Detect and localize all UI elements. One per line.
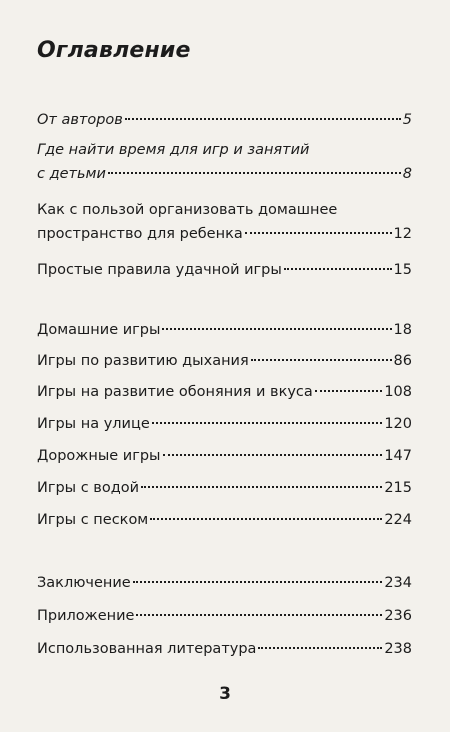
toc-entry-title: Игры с водой (37, 480, 140, 496)
toc-page-number: 238 (384, 641, 412, 657)
toc-entry-title: Дорожные игры (37, 448, 161, 464)
toc-page-number: 236 (384, 608, 412, 624)
toc-entry (37, 318, 412, 342)
dot-leader (163, 454, 383, 456)
toc-entry (37, 138, 412, 186)
toc-page-number: 147 (384, 448, 412, 464)
dot-leader (258, 647, 382, 649)
contents-heading: Оглавление (37, 38, 191, 63)
toc-entry (37, 380, 412, 404)
toc-page-number: 15 (393, 262, 412, 278)
toc-entry-title: Игры по развитию дыхания (37, 353, 249, 369)
toc-entry-title: с детьми (37, 166, 106, 182)
dot-leader (136, 614, 382, 616)
toc-entry-title: Использованная литература (37, 641, 257, 657)
toc-page-number: 5 (402, 112, 412, 128)
dot-leader (125, 118, 401, 120)
dot-leader (150, 518, 382, 520)
toc-entry-title: Заключение (37, 575, 131, 591)
toc-page-number: 120 (384, 416, 412, 432)
dot-leader (162, 328, 391, 330)
toc-page-number: 8 (402, 166, 412, 182)
toc-entry (37, 637, 412, 661)
toc-entry (37, 508, 412, 532)
dot-leader (251, 359, 392, 361)
dot-leader (245, 232, 392, 234)
toc-entry (37, 476, 412, 500)
toc-page-number: 224 (384, 512, 412, 528)
toc-entry (37, 258, 412, 282)
dot-leader (315, 390, 383, 392)
dot-leader (133, 581, 383, 583)
toc-page-number: 215 (384, 480, 412, 496)
toc-page-number: 12 (393, 226, 412, 242)
toc-page-number: 108 (384, 384, 412, 400)
toc-entry (37, 108, 412, 132)
toc-entry-title: пространство для ребенка (37, 226, 243, 242)
toc-entry-title: Домашние игры (37, 322, 161, 338)
toc-entry-title: Игры на улице (37, 416, 150, 432)
toc-entry (37, 604, 412, 628)
toc-page-number: 234 (384, 575, 412, 591)
toc-entry-title: От авторов (37, 112, 123, 128)
page-number: 3 (219, 684, 231, 704)
toc-entry-title: Приложение (37, 608, 135, 624)
toc-entry (37, 444, 412, 468)
dot-leader (152, 422, 383, 424)
toc-page-number: 18 (393, 322, 412, 338)
dot-leader (108, 172, 401, 174)
toc-entry-title: Где найти время для игр и занятий (37, 142, 310, 158)
dot-leader (284, 268, 392, 270)
toc-entry-title: Простые правила удачной игры (37, 262, 282, 278)
toc-entry-title: Игры на развитие обоняния и вкуса (37, 384, 313, 400)
toc-page-number: 86 (393, 353, 412, 369)
toc-entry (37, 412, 412, 436)
toc-entry-title: Как с пользой организовать домашнее (37, 202, 338, 218)
toc-entry (37, 198, 412, 246)
dot-leader (141, 486, 382, 488)
toc-entry-title: Игры с песком (37, 512, 149, 528)
toc-entry (37, 571, 412, 595)
toc-entry (37, 349, 412, 373)
